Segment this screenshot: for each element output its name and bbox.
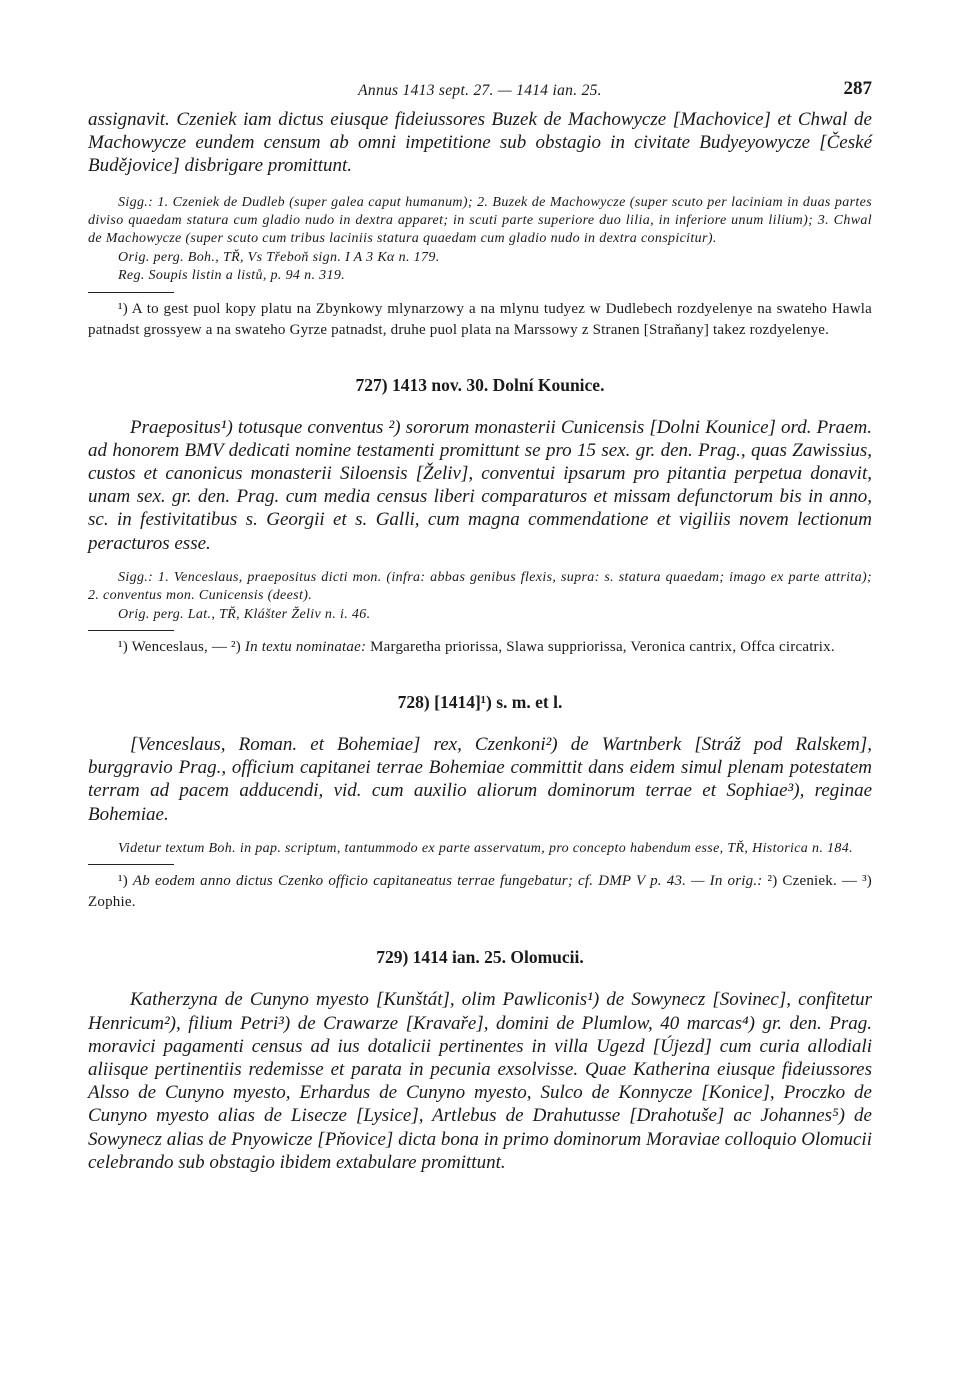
- intro-orig: Orig. perg. Boh., TŘ, Vs Třeboň sign. I A 3 Kα n. 179.: [118, 249, 440, 265]
- footnote-mark: ¹): [118, 873, 128, 890]
- entry-vidi-728: Videtur textum Boh. in pap. scriptum, tantummodo ex parte asservatum, pro concepto habendum esse, TŘ, Historica n. 184.: [118, 840, 853, 856]
- footnote-names: Margaretha priorissa, Slawa suppriorissa, Veronica cantrix, Offca circatrix.: [370, 639, 835, 656]
- footnote-italic: Ab eodem anno dictus Czenko officio capitaneatus terrae fungebatur; cf. DMP V p. 43. — In orig.:: [132, 873, 763, 890]
- intro-reg: Reg. Soupis listin a listů, p. 94 n. 319.: [118, 268, 346, 284]
- entry-orig-727: Orig. perg. Lat., TŘ, Klášter Želiv n. i. 46.: [118, 606, 371, 622]
- footnote-rest: ²) Czeniek. — ³) Zophie.: [88, 873, 873, 911]
- footnote-marks: ¹) Wenceslaus, — ²): [118, 639, 241, 656]
- entry-sigg-727: Sigg.: 1. Venceslaus, praepositus dicti mon. (infra: abbas genibus flexis, supra: s. statura quaedam; imago ex parte attrita); 2. conventus mon. Cunicensis (deest).: [88, 569, 872, 604]
- page-header: [88, 78, 872, 108]
- running-head: Annus 1413 sept. 27. — 1414 ian. 25.: [358, 82, 602, 99]
- entry-footnote-727: [88, 637, 872, 658]
- footnote-rule: [88, 630, 174, 631]
- intro-text: assignavit. Czeniek iam dictus eiusque fideiussores Buzek de Machowycze [Machovice] et Chwal de Machowycze eundem censum ab omni impetitione sub obstagio in civitate Budyeyowycze [České Budějovice] disbrigare promittunt.: [88, 109, 872, 177]
- entry-text-728: [Venceslaus, Roman. et Bohemiae] rex, Czenkoni²) de Wartnberk [Stráž pod Ralskem], burggravio Prag., officium capitanei terrae Bohemiae committit dans eidem simul plenam potestatem terram ad pacem adducendi, vid. cum auxilio aliorum dominorum terrae et Sophiae³), reginae Bohemiae.: [88, 734, 872, 825]
- entry-heading-728: 728) [1414]¹) s. m. et l.: [397, 692, 563, 713]
- footnote-rule: [88, 292, 174, 293]
- entry-text-727: Praepositus¹) totusque conventus ²) sororum monasterii Cunicensis [Dolni Kounice] ord. Praem. ad honorem BMV dedicati nomine testamenti promittunt se pro 15 sex. gr. den. Prag., quas Zawissius, custos et canonicus monasterii Siloensis [Želiv], conventui ipsarum pro pitantia perpetua donavit, unam sex. gr. den. Prag. cum media census liberi comparaturos et missam defunctorum bis in anno, sc. in festivitatibus s. Georgii et s. Galli, cum magna commendatione et vigiliis novem lectionum peracturos esse.: [88, 416, 872, 554]
- entry-footnote-728: [88, 871, 872, 913]
- entry-heading-729: 729) 1414 ian. 25. Olomucii.: [376, 947, 584, 968]
- intro-footnote: ¹) A to gest puol kopy platu na Zbynkowy mlynarzowy a na mlynu tudyez w Dudlebech rozdyelenye na swateho Hawla patnadst grossyew a na swateho Gyrze patnadst, druhe puol plata na Marssowy z Stranen [Straňany] takez rozdyelenye.: [88, 300, 872, 338]
- entry-text-729: Katherzyna de Cunyno myesto [Kunštát], olim Pawliconis¹) de Sowynecz [Sovinec], confitetur Henricum²), filium Petri³) de Crawarze [Kravaře], domini de Plumlow, 40 marcas⁴) gr. den. Prag. moravici pagamenti census ad ius dotalicii pertinentes in villa Ugezd [Újezd] cum curia allodiali aliisque pertinentiis redemisse et parata in pecunia exsolvisse. Quae Katherina eiusque fideiussores Alsso de Cunyno myesto, Erhardus de Cunyno myesto, Sulco de Konnycze [Konice], Proczko de Cunyno myesto alias de Lisecze [Lysice], Artlebus de Drahutusse [Drahotuše] ac Johannes⁵) de Sowynecz alias de Pnyowicze [Pňovice] dicta bona in primo dominorum Moraviae colloquio Olomucii celebrando sub obstagio ibidem extabulare promittunt.: [88, 989, 872, 1173]
- document-page: [88, 78, 872, 1174]
- footnote-rule: [88, 864, 174, 865]
- footnote-italic: In textu nominatae:: [244, 639, 367, 656]
- entry-heading-727: 727) 1413 nov. 30. Dolní Kounice.: [355, 374, 605, 395]
- page-number: 287: [843, 78, 872, 99]
- intro-sigg: Sigg.: 1. Czeniek de Dudleb (super galea caput humanum); 2. Buzek de Machowycze (super scuto per laciniam in duas partes diviso quaedam statura cum gladio nudo in dextra apparet; in scuti parte superiore duo lilia, in inferiore unum lilium); 3. Chwal de Machowycze (super scuto cum tribus laciniis statura quaedam cum gladio nudo in dextra conspicitur).: [88, 194, 872, 247]
